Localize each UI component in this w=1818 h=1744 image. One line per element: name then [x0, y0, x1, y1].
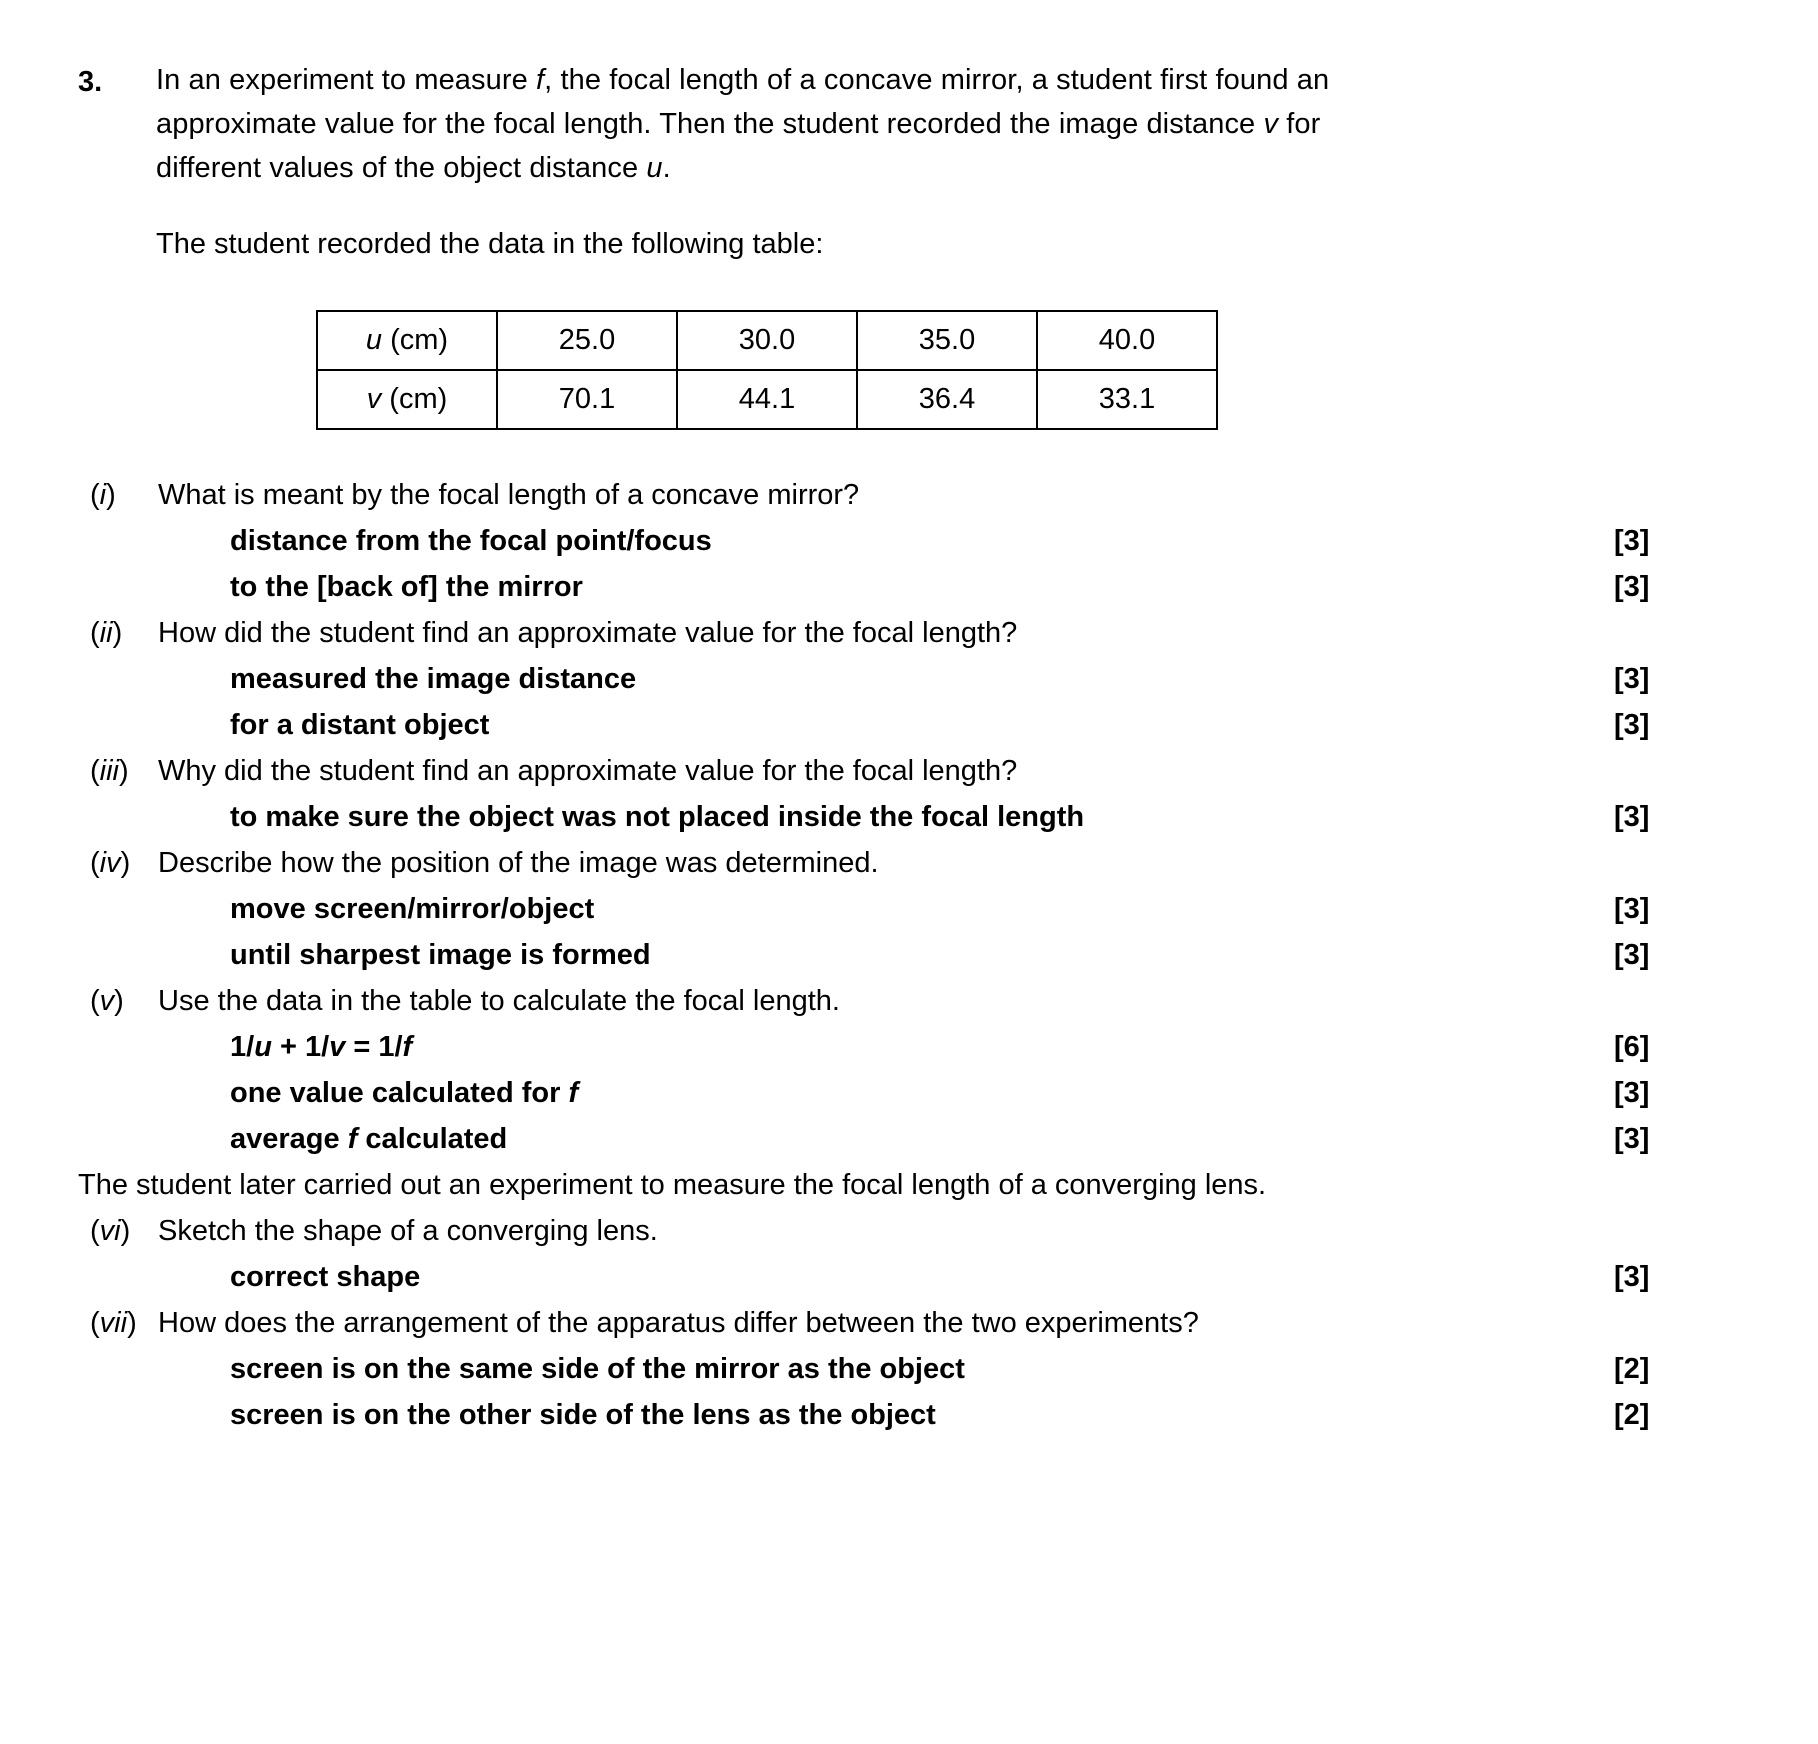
intro-text-fragment: .	[662, 152, 671, 184]
text-fragment: distance from the focal point/focus	[230, 525, 712, 557]
sub-question-label: (v)	[90, 985, 124, 1017]
italic-variable: f	[347, 1123, 358, 1155]
table-cell-value: 35.0	[857, 311, 1037, 370]
marking-point-text	[158, 1254, 1598, 1300]
intro-text-fragment: for different values of the object distance	[156, 108, 1321, 184]
text-fragment: for a distant object	[230, 709, 490, 741]
marks-allocation: [2]	[1614, 1353, 1650, 1385]
variable-symbol: v	[366, 383, 382, 415]
table-row-header	[317, 370, 497, 429]
text-fragment: Use the data in the table to calculate the focal length.	[158, 985, 840, 1017]
marking-point-text	[158, 1346, 1598, 1392]
italic-variable: f	[536, 64, 545, 96]
italic-variable: v	[329, 1031, 346, 1063]
marking-point-text	[158, 1116, 1598, 1162]
marks-allocation: [3]	[1614, 571, 1650, 603]
marking-point-text	[158, 518, 1598, 564]
table-cell-value: 44.1	[677, 370, 857, 429]
text-fragment: What is meant by the focal length of a concave mirror?	[158, 479, 860, 511]
marks-allocation: [2]	[1614, 1399, 1650, 1431]
marking-point-text	[158, 1070, 1598, 1116]
sub-question-text	[158, 978, 1598, 1024]
question-body	[156, 58, 1728, 266]
intro-text-fragment: In an experiment to measure	[156, 64, 536, 96]
sub-question-label: (iii)	[90, 755, 129, 787]
table-cell-value: 36.4	[857, 370, 1037, 429]
marks-allocation: [3]	[1614, 801, 1650, 833]
text-fragment: one value calculated for	[230, 1077, 569, 1109]
sub-question-row	[78, 1208, 1728, 1254]
italic-variable: f	[402, 1031, 413, 1063]
table-row	[317, 370, 1217, 429]
table-row-header	[317, 311, 497, 370]
variable-symbol: u	[365, 324, 383, 356]
sub-question-row	[78, 748, 1728, 794]
sub-question-text	[158, 748, 1598, 794]
marking-point-row	[78, 1116, 1728, 1162]
sub-question-text	[158, 610, 1598, 656]
table-cell-value: 25.0	[497, 311, 677, 370]
marking-point-text	[158, 702, 1598, 748]
marking-point-row	[78, 1024, 1728, 1070]
marking-point-row	[78, 702, 1728, 748]
marks-allocation: [3]	[1614, 1123, 1650, 1155]
marking-point-row	[78, 1392, 1728, 1438]
sub-question-row	[78, 610, 1728, 656]
sub-question-row	[78, 1300, 1728, 1346]
marking-point-text	[158, 886, 1598, 932]
narrative-text	[78, 1162, 1598, 1208]
sub-question-row	[78, 840, 1728, 886]
table-cell-value: 33.1	[1037, 370, 1217, 429]
sub-question-label: (i)	[90, 479, 116, 511]
marks-allocation: [6]	[1614, 1031, 1650, 1063]
marks-allocation: [3]	[1614, 893, 1650, 925]
unit-label: (cm)	[382, 324, 449, 356]
text-fragment: Why did the student find an approximate value for the focal length?	[158, 755, 1018, 787]
table-cell-value: 30.0	[677, 311, 857, 370]
italic-variable: u	[646, 152, 663, 184]
italic-variable: u	[254, 1031, 272, 1063]
sub-question-row	[78, 472, 1728, 518]
text-fragment: to make sure the object was not placed inside the focal length	[230, 801, 1085, 833]
marks-allocation: [3]	[1614, 525, 1650, 557]
text-fragment: Sketch the shape of a converging lens.	[158, 1215, 658, 1247]
marks-allocation: [3]	[1614, 939, 1650, 971]
marking-point-row	[78, 886, 1728, 932]
marking-point-text	[158, 1024, 1598, 1070]
marking-point-text	[158, 932, 1598, 978]
sub-question-label: (vii)	[90, 1307, 137, 1339]
table-row	[317, 311, 1217, 370]
text-fragment: How does the arrangement of the apparatus differ between the two experiments?	[158, 1307, 1199, 1339]
text-fragment: average	[230, 1123, 348, 1155]
text-fragment: screen is on the same side of the mirror as the object	[230, 1353, 965, 1385]
text-fragment: to the [back of] the mirror	[230, 571, 583, 603]
sub-question-label: (vi)	[90, 1215, 131, 1247]
italic-variable: v	[1263, 108, 1279, 140]
table-cell-value: 40.0	[1037, 311, 1217, 370]
marking-point-text	[158, 656, 1598, 702]
marking-point-row	[78, 656, 1728, 702]
marking-point-row	[78, 518, 1728, 564]
question-stem-paragraph: The student recorded the data in the following table:	[156, 228, 824, 260]
marking-point-text	[158, 794, 1598, 840]
text-fragment: move screen/mirror/object	[230, 893, 595, 925]
text-fragment: correct shape	[230, 1261, 421, 1293]
marking-point-row	[78, 1346, 1728, 1392]
sub-question-label: (iv)	[90, 847, 131, 879]
question-intro-paragraph	[156, 58, 1396, 190]
text-fragment: Describe how the position of the image was determined.	[158, 847, 879, 879]
text-fragment: How did the student find an approximate value for the focal length?	[158, 617, 1018, 649]
text-fragment: + 1/	[271, 1031, 330, 1063]
intro-text-fragment: , the focal length of a concave mirror, a student first found an approximate value for the focal length. Then the student recorded the image distance	[156, 64, 1330, 140]
sub-question-label: (ii)	[90, 617, 123, 649]
question-header	[78, 58, 1728, 266]
marking-point-row	[78, 1070, 1728, 1116]
unit-label: (cm)	[381, 383, 448, 415]
sub-question-text	[158, 1300, 1598, 1346]
text-fragment: 1/	[230, 1031, 255, 1063]
text-fragment: = 1/	[345, 1031, 403, 1063]
answer-items-list	[78, 472, 1728, 1438]
marking-point-text	[158, 564, 1598, 610]
text-fragment: The student later carried out an experiment to measure the focal length of a converging lens.	[78, 1169, 1267, 1201]
narrative-line	[78, 1162, 1728, 1208]
marks-allocation: [3]	[1614, 1077, 1650, 1109]
marking-point-row	[78, 794, 1728, 840]
table-cell-value: 70.1	[497, 370, 677, 429]
marks-allocation: [3]	[1614, 709, 1650, 741]
sub-question-text	[158, 472, 1598, 518]
marking-point-row	[78, 932, 1728, 978]
sub-question-text	[158, 840, 1598, 886]
text-fragment: calculated	[357, 1123, 508, 1155]
marking-point-row	[78, 564, 1728, 610]
question-number: 3.	[78, 66, 103, 98]
data-table-container	[78, 310, 1728, 430]
marking-point-row	[78, 1254, 1728, 1300]
marks-allocation: [3]	[1614, 663, 1650, 695]
marks-allocation: [3]	[1614, 1261, 1650, 1293]
text-fragment: screen is on the other side of the lens as the object	[230, 1399, 936, 1431]
measurements-table	[316, 310, 1218, 430]
sub-question-row	[78, 978, 1728, 1024]
text-fragment: measured the image distance	[230, 663, 637, 695]
text-fragment: until sharpest image is formed	[230, 939, 651, 971]
sub-question-text	[158, 1208, 1598, 1254]
marking-point-text	[158, 1392, 1598, 1438]
italic-variable: f	[568, 1077, 579, 1109]
